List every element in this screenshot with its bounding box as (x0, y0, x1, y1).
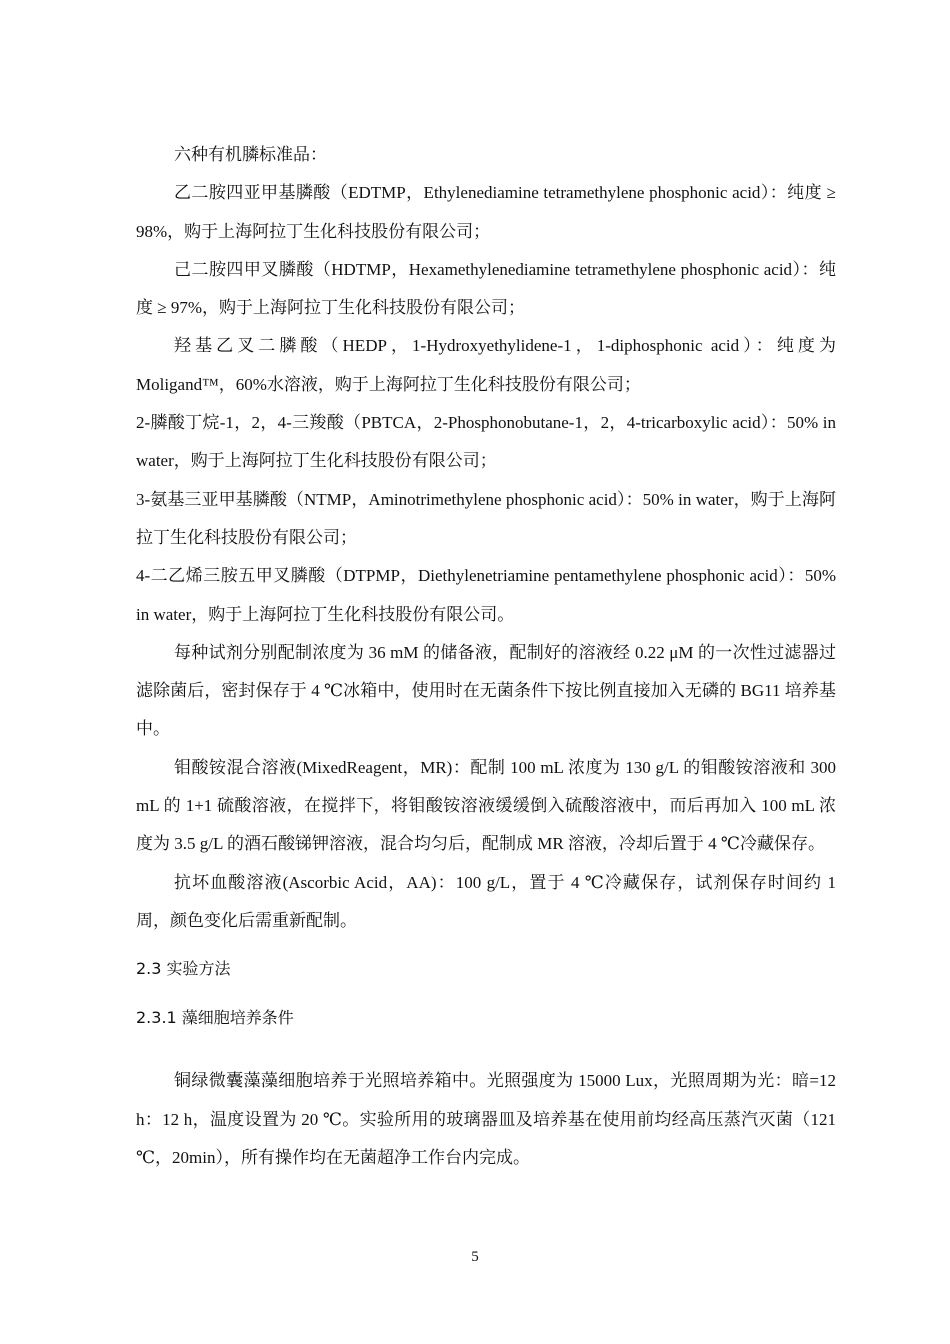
paragraph-standards-intro: 六种有机膦标准品： (174, 145, 327, 164)
paragraph-dtpmp: 4-二乙烯三胺五甲叉膦酸（DTPMP，Diethylenetriamine pentamethylene phosphonic acid）：50% in water，购于上海阿拉丁生化科技股份有限公司。 (136, 566, 836, 624)
subsection-heading-culture: 2.3.1 藻细胞培养条件 (136, 1008, 294, 1028)
paragraph-hedp: 羟基乙叉二膦酸（HEDP，1-Hydroxyethylidene-1，1-diphosphonic acid）：纯度为Moligand™，60%水溶液，购于上海阿拉丁生化科技股份有限公司； (136, 336, 836, 394)
paragraph-mixed-reagent: 钼酸铵混合溶液(MixedReagent，MR)：配制 100 mL 浓度为 130 g/L 的钼酸铵溶液和 300 mL 的 1+1 硫酸溶液，在搅拌下，将钼酸铵溶液缓缓倒入硫酸溶液中，而后再加入 100 mL 浓度为 3.5 g/L 的酒石酸锑钾溶液，混合均匀后，配制成 MR 溶液，冷却后置于 4 ℃冷藏保存。 (136, 757, 836, 854)
page-number: 5 (471, 1249, 479, 1265)
paragraph-hdtmp: 己二胺四甲叉膦酸（HDTMP，Hexamethylenediamine tetramethylene phosphonic acid）：纯度 ≥ 97%，购于上海阿拉丁生化科技股份有限公司； (136, 259, 836, 318)
document-body (136, 136, 836, 1177)
paragraph-ntmp: 3-氨基三亚甲基膦酸（NTMP，Aminotrimethylene phosphonic acid）：50% in water，购于上海阿拉丁生化科技股份有限公司； (136, 489, 836, 547)
paragraph-ascorbic-acid: 抗坏血酸溶液(Ascorbic Acid，AA)：100 g/L，置于 4 ℃冷藏保存，试剂保存时间约 1 周，颜色变化后需重新配制。 (136, 872, 836, 930)
section-heading-methods: 2.3 实验方法 (136, 959, 231, 979)
paragraph-edtmp: 乙二胺四亚甲基膦酸（EDTMP，Ethylenediamine tetramethylene phosphonic acid）：纯度 ≥ 98%，购于上海阿拉丁生化科技股份有限公司； (136, 183, 836, 241)
paragraph-pbtca: 2-膦酸丁烷-1，2，4-三羧酸（PBTCA，2-Phosphonobutane-1，2，4-tricarboxylic acid）：50% in water，购于上海阿拉丁生化科技股份有限公司； (136, 413, 836, 471)
paragraph-culture-conditions: 铜绿微囊藻藻细胞培养于光照培养箱中。光照强度为 15000 Lux，光照周期为光：暗=12 h：12 h，温度设置为 20 ℃。实验所用的玻璃器皿及培养基在使用前均经高压蒸汽灭菌（121 ℃，20min），所有操作均在无菌超净工作台内完成。 (136, 1071, 836, 1167)
paragraph-stock-solution: 每种试剂分别配制浓度为 36 mM 的储备液，配制好的溶液经 0.22 μM 的一次性过滤器过滤除菌后，密封保存于 4 ℃冰箱中，使用时在无菌条件下按比例直接加入无磷的 BG11 培养基中。 (136, 642, 836, 739)
